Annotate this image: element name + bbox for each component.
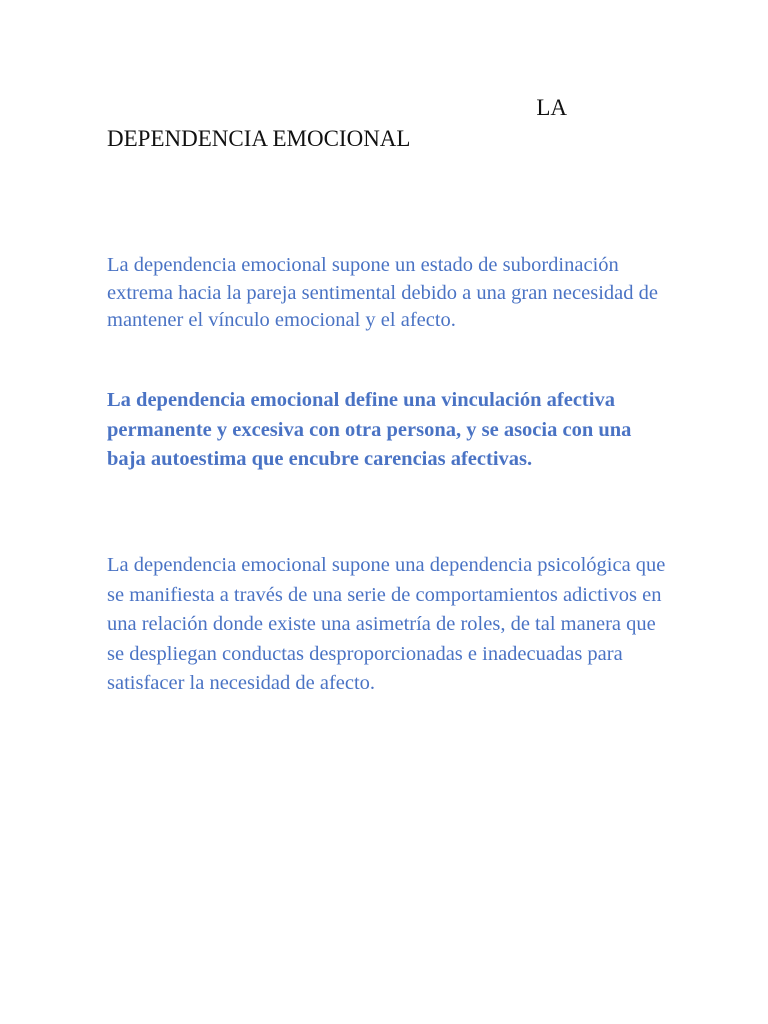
title-line-1: LA [536, 95, 567, 120]
paragraph-bold-definition: La dependencia emocional define una vinculación afectiva permanente y excesiva con otra persona, y se asocia con una baja autoestima que encubre carencias afectivas. [107, 389, 632, 470]
document-title [107, 92, 577, 154]
title-line-2: DEPENDENCIA EMOCIONAL [107, 126, 411, 151]
paragraph-definition: La dependencia emocional supone un estado de subordinación extrema hacia la pareja sentimental debido a una gran necesidad de mantener el vínculo emocional y el afecto. [107, 254, 658, 331]
paragraph-psychological-dependence: La dependencia emocional supone una dependencia psicológica que se manifiesta a través de una serie de comportamientos adictivos en una relación donde existe una asimetría de roles, de tal manera que se despliegan conductas desproporcionadas e inadecuadas para satisfacer la necesidad de afecto. [107, 554, 666, 694]
